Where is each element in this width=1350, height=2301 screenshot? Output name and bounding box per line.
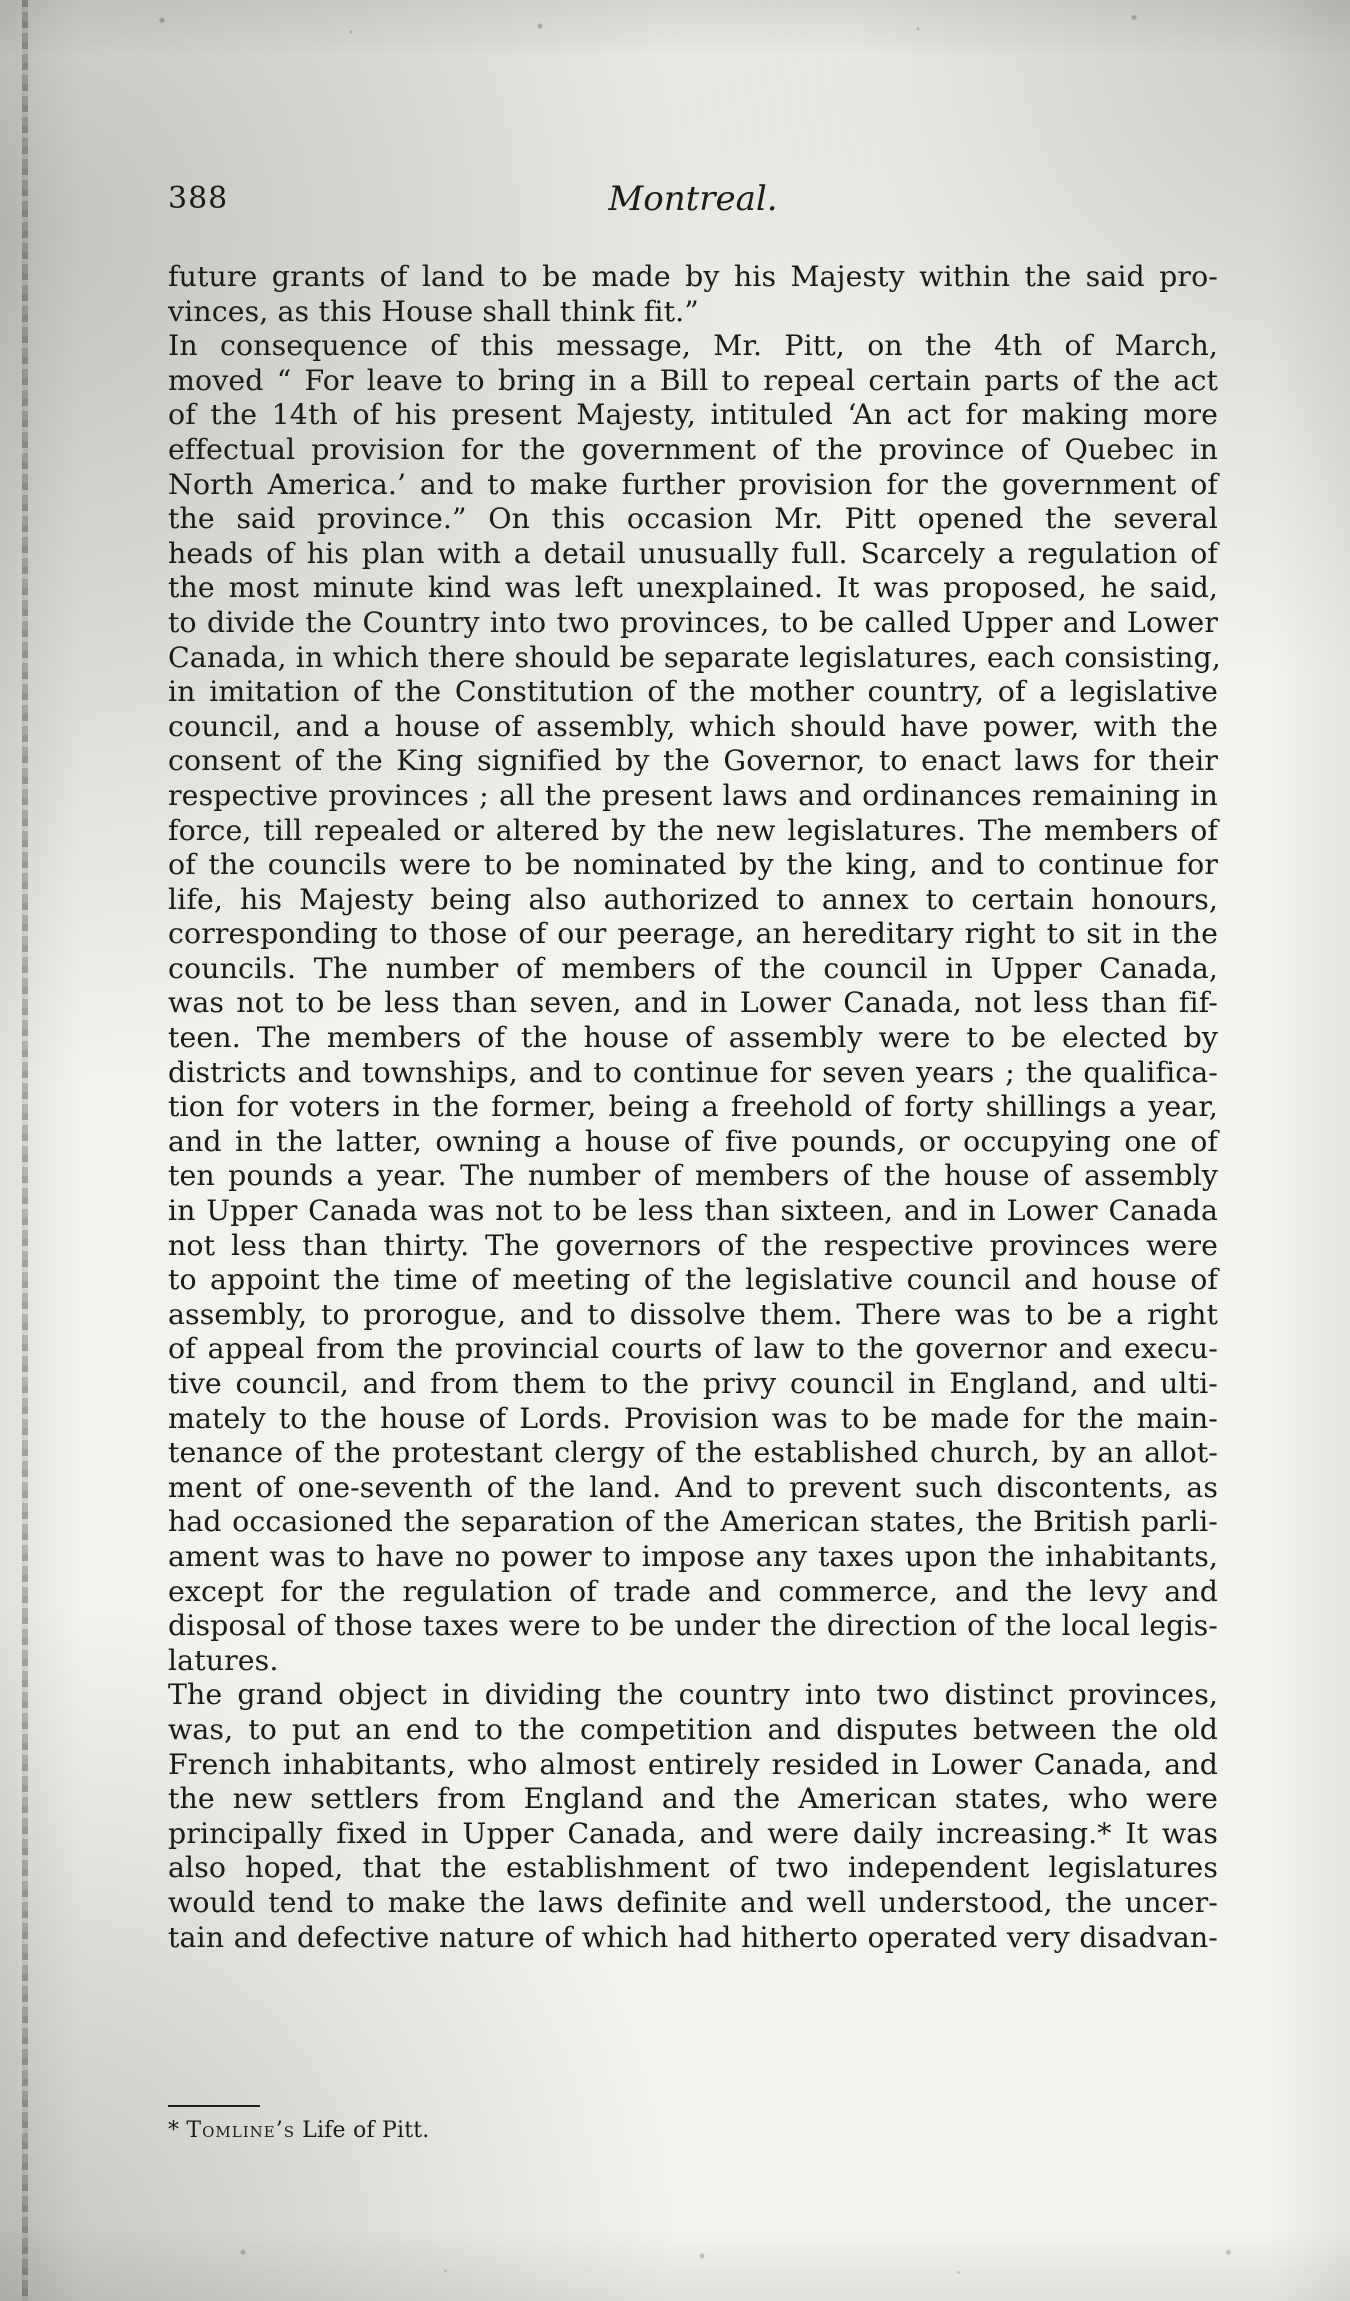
text-line-16: respective provinces ; all the present laws and ordinances remaining in (168, 778, 1218, 812)
text-line-3: In consequence of this message, Mr. Pitt, on the 4th of March, (168, 329, 1218, 363)
text-line-40: disposal of those taxes were to be under the direction of the local legis- (168, 1609, 1218, 1643)
text-line-24: districts and townships, and to continue for seven years ; the qualifica- (168, 1055, 1218, 1089)
text-line-37: had occasioned the separation of the American states, the British parli- (168, 1505, 1218, 1539)
page-header (168, 178, 1218, 228)
text-line-31: assembly, to prorogue, and to dissolve them. There was to be a right (168, 1297, 1218, 1331)
text-line-43: was, to put an end to the competition and disputes between the old (168, 1712, 1218, 1746)
footnote-marker: * (168, 2118, 180, 2143)
text-line-47: also hoped, that the establishment of two independent legislatures (168, 1851, 1218, 1885)
text-line-4: moved “ For leave to bring in a Bill to repeal certain parts of the act (168, 363, 1218, 397)
text-line-11: to divide the Country into two provinces, to be called Upper and Lower (168, 605, 1218, 639)
text-line-1: future grants of land to be made by his Majesty within the said pro- (168, 260, 1218, 293)
text-line-38: ament was to have no power to impose any taxes upon the inhabitants, (168, 1539, 1218, 1573)
text-line-45: the new settlers from England and the American states, who were (168, 1782, 1218, 1816)
footnote-rule (168, 2105, 260, 2107)
text-line-5: of the 14th of his present Majesty, intituled ‘An act for making more (168, 398, 1218, 432)
text-line-41: latures. (168, 1643, 279, 1677)
text-line-29: not less than thirty. The governors of the respective provinces were (168, 1228, 1218, 1262)
text-line-7: North America.’ and to make further provision for the government of (168, 467, 1218, 501)
text-line-36: ment of one-seventh of the land. And to prevent such discontents, as (168, 1470, 1218, 1504)
text-line-10: the most minute kind was left unexplained. It was proposed, he said, (168, 571, 1218, 605)
text-line-22: was not to be less than seven, and in Lower Canada, not less than fif- (168, 986, 1218, 1020)
text-line-33: tive council, and from them to the privy council in England, and ulti- (168, 1367, 1218, 1400)
scanned-left-edge (22, 0, 28, 2301)
scanned-bottom-edge (0, 2226, 1350, 2301)
scanned-top-edge (0, 0, 1350, 58)
page-number: 388 (168, 181, 229, 216)
footnote (168, 2117, 668, 2145)
text-line-35: tenance of the protestant clergy of the established church, by an allot- (168, 1436, 1218, 1470)
text-line-25: tion for voters in the former, being a freehold of forty shillings a year, (168, 1090, 1218, 1124)
footnote-title: Life of Pitt. (302, 2118, 430, 2143)
text-line-39: except for the regulation of trade and commerce, and the levy and (168, 1574, 1218, 1608)
text-line-15: consent of the King signified by the Governor, to enact laws for their (168, 744, 1218, 778)
text-line-17: force, till repealed or altered by the new legislatures. The members of (168, 813, 1218, 847)
text-line-34: mately to the house of Lords. Provision was to be made for the main- (168, 1401, 1218, 1435)
footnote-author: Tomline’s (186, 2118, 295, 2143)
running-head: Montreal. (608, 179, 778, 219)
text-line-12: Canada, in which there should be separate legislatures, each consisting, (168, 640, 1221, 674)
text-line-48: would tend to make the laws definite and well understood, the uncer- (168, 1885, 1218, 1919)
text-line-2: vinces, as this House shall think fit.” (168, 294, 699, 328)
text-line-9: heads of his plan with a detail unusually full. Scarcely a regulation of (168, 536, 1218, 570)
text-line-42: The grand object in dividing the country into two distinct provinces, (168, 1678, 1218, 1712)
text-line-28: in Upper Canada was not to be less than sixteen, and in Lower Canada (168, 1194, 1218, 1228)
text-line-8: the said province.” On this occasion Mr. Pitt opened the several (168, 502, 1218, 536)
text-line-30: to appoint the time of meeting of the legislative council and house of (168, 1263, 1218, 1297)
text-line-27: ten pounds a year. The number of members of the house of assembly (168, 1159, 1218, 1193)
text-line-18: of the councils were to be nominated by the king, and to continue for (168, 848, 1218, 882)
text-line-44: French inhabitants, who almost entirely resided in Lower Canada, and (168, 1747, 1218, 1781)
text-line-6: effectual provision for the government of the province of Quebec in (168, 432, 1218, 466)
text-line-49: tain and defective nature of which had hitherto operated very disadvan- (168, 1920, 1218, 1954)
text-line-20: corresponding to those of our peerage, an hereditary right to sit in the (168, 917, 1218, 951)
text-line-13: in imitation of the Constitution of the mother country, of a legislative (168, 675, 1218, 709)
main-text (168, 260, 1221, 1955)
text-line-32: of appeal from the provincial courts of law to the governor and execu- (168, 1332, 1218, 1366)
text-line-19: life, his Majesty being also authorized to annex to certain honours, (168, 882, 1218, 916)
text-line-23: teen. The members of the house of assembly were to be elected by (168, 1021, 1218, 1055)
text-line-14: council, and a house of assembly, which should have power, with the (168, 709, 1218, 743)
text-line-26: and in the latter, owning a house of five pounds, or occupying one of (168, 1124, 1218, 1158)
text-line-46: principally fixed in Upper Canada, and were daily increasing.* It was (168, 1816, 1218, 1850)
text-line-21: councils. The number of members of the council in Upper Canada, (168, 951, 1218, 985)
